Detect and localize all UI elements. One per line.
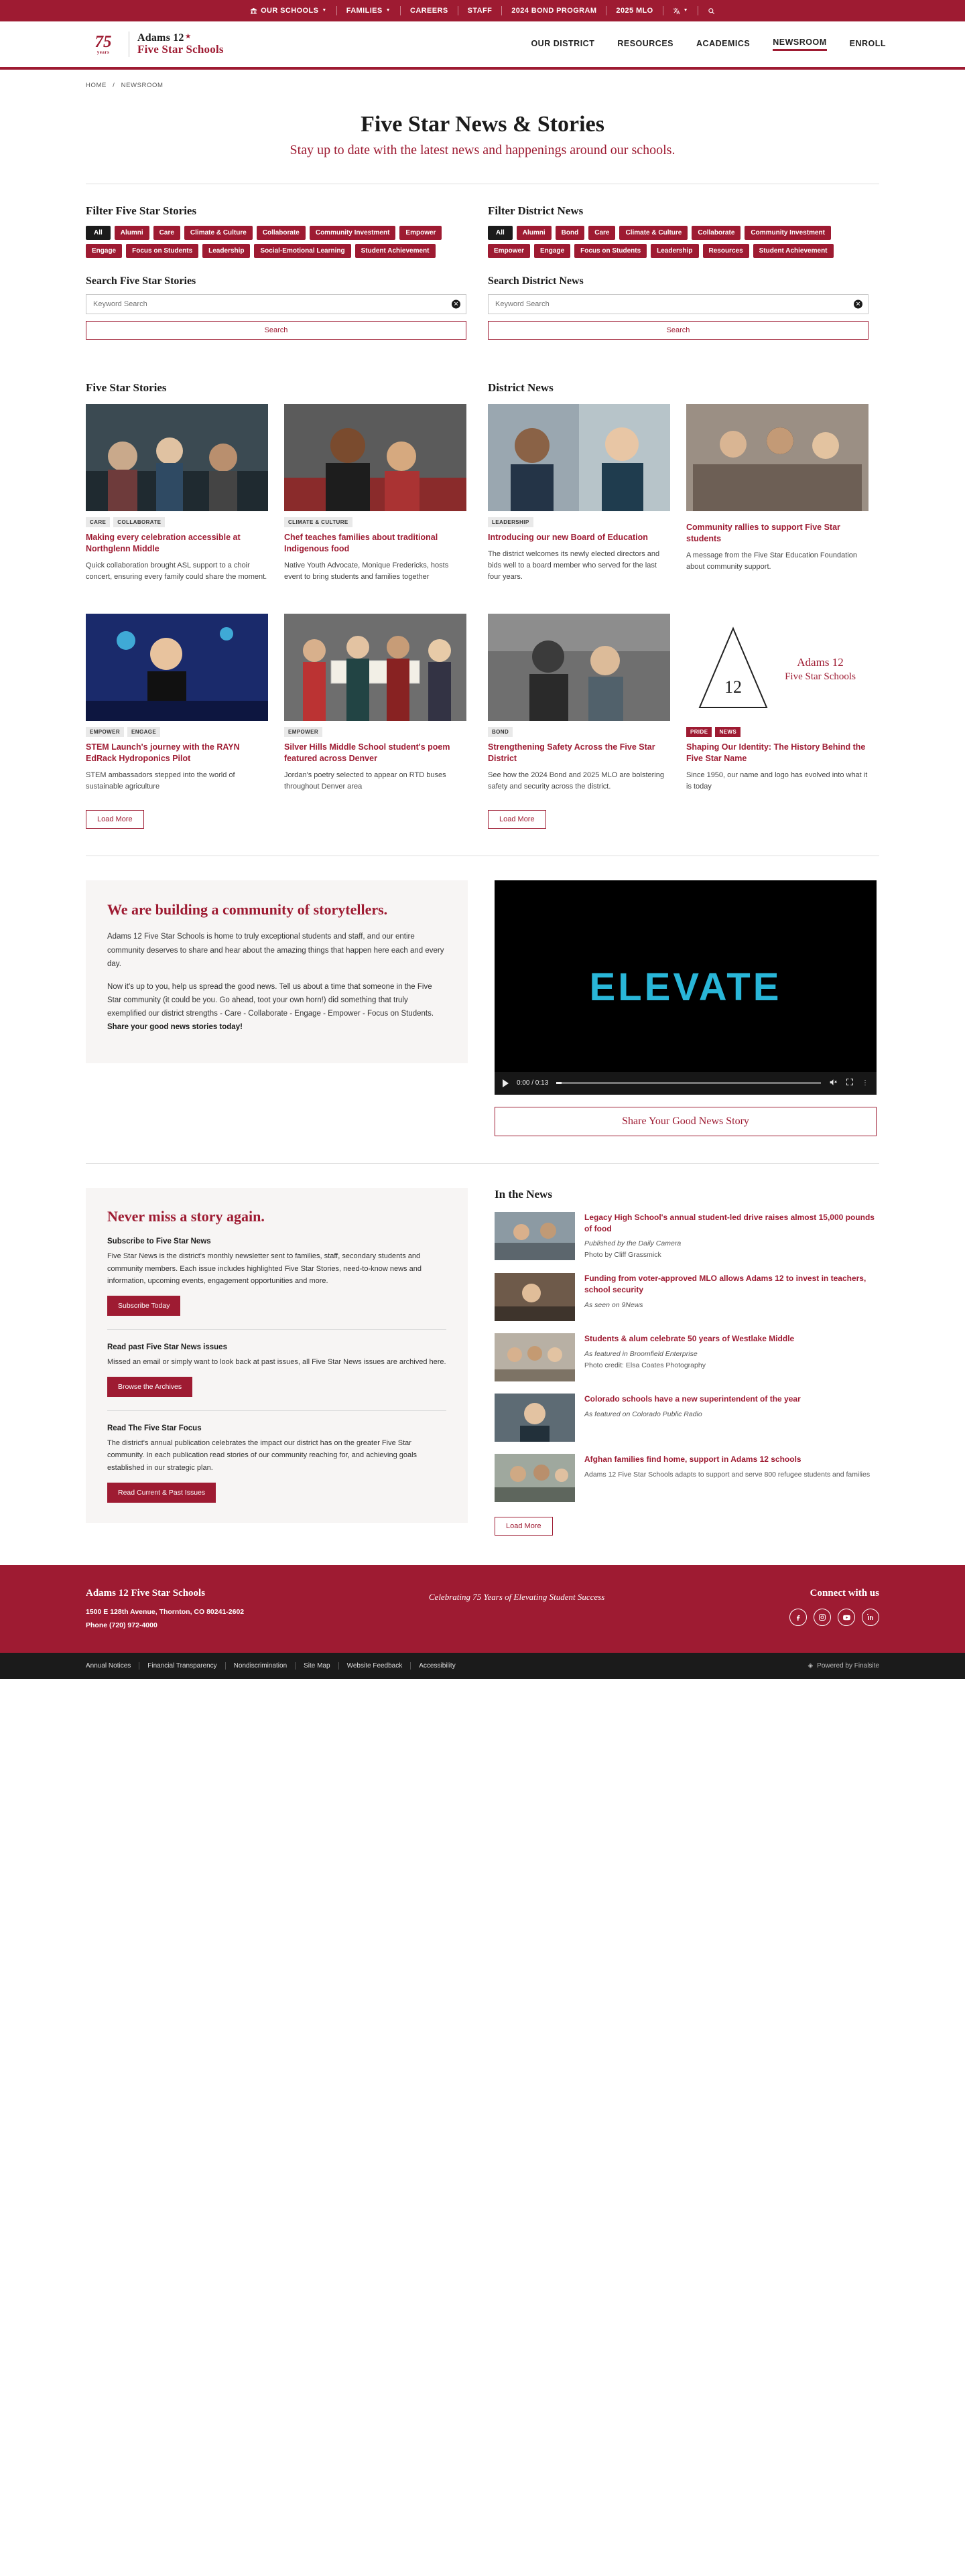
more-options-icon[interactable]: ⋮ [862,1079,868,1087]
footer-social [789,1588,879,1626]
video-progress-bar[interactable] [556,1082,821,1084]
filter-chip-care[interactable]: Care [153,226,180,240]
district-thumbnail[interactable] [686,614,868,721]
brand-logo[interactable] [86,29,224,60]
filter-chip-group-district [488,226,868,258]
nav-item-resources[interactable]: RESOURCES [617,38,674,48]
story-thumbnail[interactable] [86,404,268,511]
filter-chip-empower[interactable]: Empower [399,226,442,240]
youtube-icon[interactable] [838,1609,855,1626]
district-thumbnail[interactable] [686,404,868,511]
svg-text:12: 12 [724,677,742,697]
district-card[interactable] [488,614,670,793]
district-thumbnail[interactable] [488,614,670,721]
story-excerpt: Native Youth Advocate, Monique Fredericks, hosts event to bring students and families together [284,561,449,581]
story-card[interactable] [86,404,268,583]
utility-item-careers[interactable] [401,7,458,15]
utility-item-label: CAREERS [409,7,448,15]
svg-text:Adams 12: Adams 12 [797,656,844,669]
seal-years: 75 [94,33,112,51]
filter-chip-focus-on-students[interactable]: Focus on Students [126,244,198,258]
tag[interactable]: CARE [86,517,110,527]
story-excerpt: Jordan's poetry selected to appear on RTD buses throughout Denver area [284,770,446,791]
newsletter-block-title: Subscribe to Five Star News [107,1237,211,1245]
newsletter-block-body: The district's annual publication celebrates the impact our district has on the greater Five Star community. In each publication read stories of our community reaching for, and achieving goals established in our strategic plan. [107,1438,417,1472]
language-selector[interactable] [663,7,698,15]
newsletter-block-title: Read past Five Star News issues [107,1343,227,1351]
in-the-news-item[interactable] [495,1333,877,1381]
newsletter-panel [86,1188,468,1523]
newsletter-heading: Never miss a story again. [107,1207,265,1225]
utility-item-families[interactable] [337,7,400,15]
in-the-news-title[interactable]: Funding from voter-approved MLO allows Adams 12 to invest in teachers, school security [584,1274,866,1294]
filter-chip-student-achievement[interactable]: Student Achievement [355,244,436,258]
filter-chip-leadership[interactable]: Leadership [202,244,250,258]
district-grid [488,404,868,807]
district-title[interactable]: Introducing our new Board of Education [488,533,648,542]
brand-line-1: Adams 12 [137,31,184,44]
tag[interactable]: EMPOWER [284,727,322,737]
filter-heading-stories: Filter Five Star Stories [86,204,197,217]
in-the-news-title[interactable]: Colorado schools have a new superintendent of the year [584,1394,801,1404]
in-the-news-item[interactable] [495,1454,877,1502]
star-icon: ★ [185,32,191,40]
tag[interactable]: PRIDE [686,727,712,737]
filter-chip-social-emotional-learning[interactable]: Social-Emotional Learning [254,244,350,258]
load-more-in-the-news-button[interactable]: Load More [495,1517,553,1536]
filter-chip-focus-on-students-district[interactable]: Focus on Students [574,244,647,258]
chevron-down-icon: ▼ [683,7,688,13]
in-the-news-thumbnail[interactable] [495,1273,575,1321]
newsletter-block-title: Read The Five Star Focus [107,1424,202,1432]
page-hero [0,93,965,165]
five-star-stories-column [86,360,466,829]
in-the-news-heading: In the News [495,1187,552,1201]
in-the-news-thumbnail[interactable] [495,1333,575,1381]
footer-tagline: Celebrating 75 Years of Elevating Student Success [428,1592,605,1603]
in-the-news-source: As seen on 9News [584,1300,643,1309]
newsletter-block-body: Missed an email or simply want to look back at past issues, all Five Star News issues are archived here. [107,1357,446,1366]
footer-district-name: Adams 12 Five Star Schools [86,1588,206,1599]
filter-chip-all-district[interactable]: All [488,226,513,240]
stories-heading: Five Star Stories [86,381,167,394]
search-input-stories[interactable] [86,295,466,314]
district-excerpt: See how the 2024 Bond and 2025 MLO are bolstering safety and security across the district. [488,770,664,791]
facebook-icon[interactable] [789,1609,807,1626]
in-the-news-thumbnail[interactable] [495,1394,575,1442]
story-card[interactable] [284,614,466,793]
in-the-news-title[interactable]: Students & alum celebrate 50 years of Westlake Middle [584,1334,795,1344]
district-tags [488,517,670,527]
filter-chip-community-investment-district[interactable]: Community Investment [745,226,831,240]
district-card[interactable] [686,404,868,583]
sub-footer-links [86,1662,464,1670]
in-the-news-caption: Photo by Cliff Grassmick [584,1251,661,1260]
story-thumbnail[interactable] [86,614,268,721]
video-player[interactable] [495,880,877,1095]
storytellers-section [0,856,965,1136]
site-footer [0,1565,965,1653]
story-tags [86,727,268,737]
district-excerpt: A message from the Five Star Education Foundation about community support. [686,551,857,571]
storytellers-paragraph-1: Adams 12 Five Star Schools is home to truly exceptional students and staff, and our entire community deserves to share and hear about the amazing things that happen here each and every day. [107,933,444,968]
utility-item-label: OUR SCHOOLS [261,7,319,15]
in-the-news-caption: Photo credit: Elsa Coates Photography [584,1361,706,1369]
anniversary-seal-icon [86,29,121,60]
footer-link-accessibility[interactable]: Accessibility [419,1662,456,1670]
tag[interactable]: NEWS [715,727,741,737]
utility-item-label: 2024 BOND PROGRAM [511,7,597,15]
page-subtitle: Stay up to date with the latest news and happenings around our schools. [290,143,676,157]
utility-item-staff[interactable] [458,7,502,15]
story-title[interactable]: STEM Launch's journey with the RAYN EdRack Hydroponics Pilot [86,742,240,763]
chevron-down-icon: ▼ [322,7,327,13]
storytellers-heading: We are building a community of storytellers. [107,900,388,918]
filter-chip-alumni-district[interactable]: Alumni [517,226,552,240]
share-story-button[interactable]: Share Your Good News Story [495,1107,877,1136]
search-icon [708,7,715,15]
newsletter-block-body: Five Star News is the district's monthly newsletter sent to families, staff, secondary students and community members. Each issue includes highlighted Five Star Stories, need-to-know news and information, upcoming events, engagement opportunities and more. [107,1251,422,1286]
articles-section [0,340,965,829]
utility-item-label: STAFF [467,7,493,15]
load-more-stories-button[interactable]: Load More [86,810,144,829]
powered-by[interactable] [808,1662,879,1670]
translate-icon [673,7,680,15]
district-filter-column [488,204,868,340]
in-the-news-panel [495,1188,877,1536]
filter-chip-alumni[interactable]: Alumni [115,226,149,240]
play-icon[interactable] [503,1079,509,1087]
utility-item-our-schools[interactable] [241,7,336,15]
filter-chip-resources-district[interactable]: Resources [703,244,749,258]
district-title[interactable]: Shaping Our Identity: The History Behind the Five Star Name [686,742,866,763]
breadcrumb [0,70,965,93]
subscribe-button[interactable]: Subscribe Today [107,1296,180,1316]
filter-section [0,184,965,340]
district-title[interactable]: Community rallies to support Five Star students [686,523,840,543]
in-the-news-source: Published by the Daily Camera [584,1239,682,1248]
nav-item-academics[interactable]: ACADEMICS [696,38,751,48]
main-navigation [531,38,886,51]
story-tags [86,517,268,527]
tag[interactable]: LEADERSHIP [488,517,533,527]
stories-grid [86,404,466,807]
in-the-news-thumbnail[interactable] [495,1212,575,1260]
video-wordmark: ELEVATE [589,965,782,1010]
read-issues-button[interactable]: Read Current & Past Issues [107,1483,216,1503]
footer-link-annual-notices[interactable]: Annual Notices [86,1662,139,1670]
in-the-news-title[interactable]: Afghan families find home, support in Adams 12 schools [584,1454,801,1465]
search-heading-district: Search District News [488,275,584,287]
chevron-down-icon: ▼ [385,7,391,13]
story-tags [284,517,466,527]
filter-chip-climate-culture-district[interactable]: Climate & Culture [619,226,688,240]
storytellers-cta-text: Share your good news stories today! [107,1023,243,1032]
search-heading-stories: Search Five Star Stories [86,275,196,287]
filter-chip-all[interactable]: All [86,226,111,240]
newsletter-section [0,1164,965,1536]
footer-link-financial-transparency[interactable]: Financial Transparency [139,1662,225,1670]
filter-chip-community-investment[interactable]: Community Investment [310,226,396,240]
district-tags [488,727,670,737]
storytellers-paragraph-2 [107,980,446,1034]
seal-subtitle: years [96,50,110,55]
footer-phone: Phone (720) 972-4000 [86,1621,157,1629]
divider [107,1410,446,1411]
in-the-news-source: As featured on Colorado Public Radio [584,1410,702,1418]
in-the-news-item[interactable] [495,1394,877,1442]
story-title[interactable]: Chef teaches families about traditional Indigenous food [284,533,438,553]
tag[interactable]: EMPOWER [86,727,124,737]
filter-chip-care-district[interactable]: Care [588,226,615,240]
filter-chip-collaborate[interactable]: Collaborate [257,226,306,240]
footer-link-site-map[interactable]: Site Map [296,1662,338,1670]
story-excerpt: Quick collaboration brought ASL support to a choir concert, ensuring every family could share the moment. [86,561,267,581]
load-more-district-button[interactable]: Load More [488,810,546,829]
breadcrumb-separator: / [113,82,115,89]
utility-item-mlo[interactable] [606,7,662,15]
sub-footer [0,1653,965,1679]
divider [107,1329,446,1330]
district-title[interactable]: Strengthening Safety Across the Five Star District [488,742,655,763]
search-input-district[interactable] [489,295,868,314]
in-the-news-thumbnail[interactable] [495,1454,575,1502]
tag[interactable]: CLIMATE & CULTURE [284,517,352,527]
finalsite-icon: ◈ [808,1662,814,1670]
search-field-stories [86,294,466,314]
storytellers-text-panel [86,880,468,1063]
story-title[interactable]: Silver Hills Middle School student's poem featured across Denver [284,742,450,763]
filter-chip-engage[interactable]: Engage [86,244,122,258]
breadcrumb-current: NEWSROOM [121,82,164,89]
footer-link-nondiscrimination[interactable]: Nondiscrimination [226,1662,296,1670]
video-controls [495,1072,877,1095]
filter-chip-collaborate-district[interactable]: Collaborate [692,226,741,240]
filter-chip-engage-district[interactable]: Engage [534,244,570,258]
filter-chip-group-stories [86,226,466,258]
footer-link-website-feedback[interactable]: Website Feedback [339,1662,411,1670]
footer-address: 1500 E 128th Avenue, Thornton, CO 80241-2602 [86,1608,245,1617]
footer-connect-heading: Connect with us [810,1588,879,1599]
district-card[interactable] [686,614,868,793]
clear-icon[interactable]: ✕ [854,300,862,309]
header-bar [0,21,965,70]
story-card[interactable] [86,614,268,793]
powered-by-label: Powered by Finalsite [817,1662,879,1670]
story-excerpt: STEM ambassadors stepped into the world of sustainable agriculture [86,770,235,791]
district-excerpt: Since 1950, our name and logo has evolved into what it is today [686,770,868,791]
breadcrumb-home[interactable]: HOME [86,82,107,89]
mute-icon[interactable] [829,1078,838,1089]
fullscreen-icon[interactable] [846,1078,854,1088]
tag[interactable]: ENGAGE [127,727,160,737]
utility-bar [0,0,965,21]
search-field-district [488,294,868,314]
nav-item-newsroom[interactable]: NEWSROOM [773,38,826,51]
story-tags [284,727,466,737]
story-thumbnail[interactable] [284,614,466,721]
story-card[interactable] [284,404,466,583]
district-card[interactable] [488,404,670,583]
school-icon [250,7,257,15]
svg-text:Five Star Schools: Five Star Schools [785,671,856,683]
utility-item-label: FAMILIES [346,7,383,15]
page-title: Five Star News & Stories [361,112,604,137]
district-tags [686,727,868,737]
clear-icon[interactable]: ✕ [452,300,460,309]
linkedin-icon[interactable] [862,1609,879,1626]
footer-contact [86,1588,244,1633]
instagram-icon[interactable] [814,1609,831,1626]
search-button-stories[interactable]: Search [86,321,466,340]
filter-chip-bond-district[interactable]: Bond [556,226,585,240]
browse-archives-button[interactable]: Browse the Archives [107,1377,192,1397]
nav-item-enroll[interactable]: ENROLL [849,38,886,48]
five-star-filter-column [86,204,466,340]
in-the-news-source: As featured in Broomfield Enterprise [584,1349,698,1358]
story-title[interactable]: Making every celebration accessible at Northglenn Middle [86,533,241,553]
in-the-news-title[interactable]: Legacy High School's annual student-led drive raises almost 15,000 pounds of food [584,1212,875,1233]
district-excerpt: The district welcomes its newly elected directors and bids well to a board member who served for the last four years. [488,549,660,581]
district-heading: District News [488,381,554,394]
filter-chip-climate-culture[interactable]: Climate & Culture [184,226,253,240]
video-time: 0:00 / 0:13 [517,1079,549,1087]
in-the-news-item[interactable] [495,1212,877,1261]
tag[interactable]: BOND [488,727,513,737]
story-thumbnail[interactable] [284,404,466,511]
search-button-district[interactable]: Search [488,321,868,340]
filter-chip-leadership-district[interactable]: Leadership [651,244,698,258]
in-the-news-caption: Adams 12 Five Star Schools adapts to support and serve 800 refugee students and families [584,1470,871,1479]
utility-item-label: 2025 MLO [616,7,653,15]
storytellers-paragraph-2-text: Now it's up to you, help us spread the good news. Tell us about a time that someone in the Five Star community (it could be you. Go ahead, toot your own horn!) did something that truly exemplified our district strengths - Care - Collaborate - Engage - Empower - Focus on Students. [107,982,434,1018]
filter-chip-empower-district[interactable]: Empower [488,244,530,258]
tag[interactable]: COLLABORATE [113,517,165,527]
district-news-column [488,360,868,829]
nav-item-our-district[interactable]: OUR DISTRICT [531,38,595,48]
brand-line-2: Five Star Schools [137,43,224,56]
filter-heading-district: Filter District News [488,204,584,217]
utility-item-bond-program[interactable] [502,7,606,15]
storytellers-media-panel [495,880,877,1136]
district-thumbnail[interactable] [488,404,670,511]
search-toggle[interactable] [698,7,724,15]
filter-chip-student-achievement-district[interactable]: Student Achievement [753,244,834,258]
in-the-news-item[interactable] [495,1273,877,1321]
